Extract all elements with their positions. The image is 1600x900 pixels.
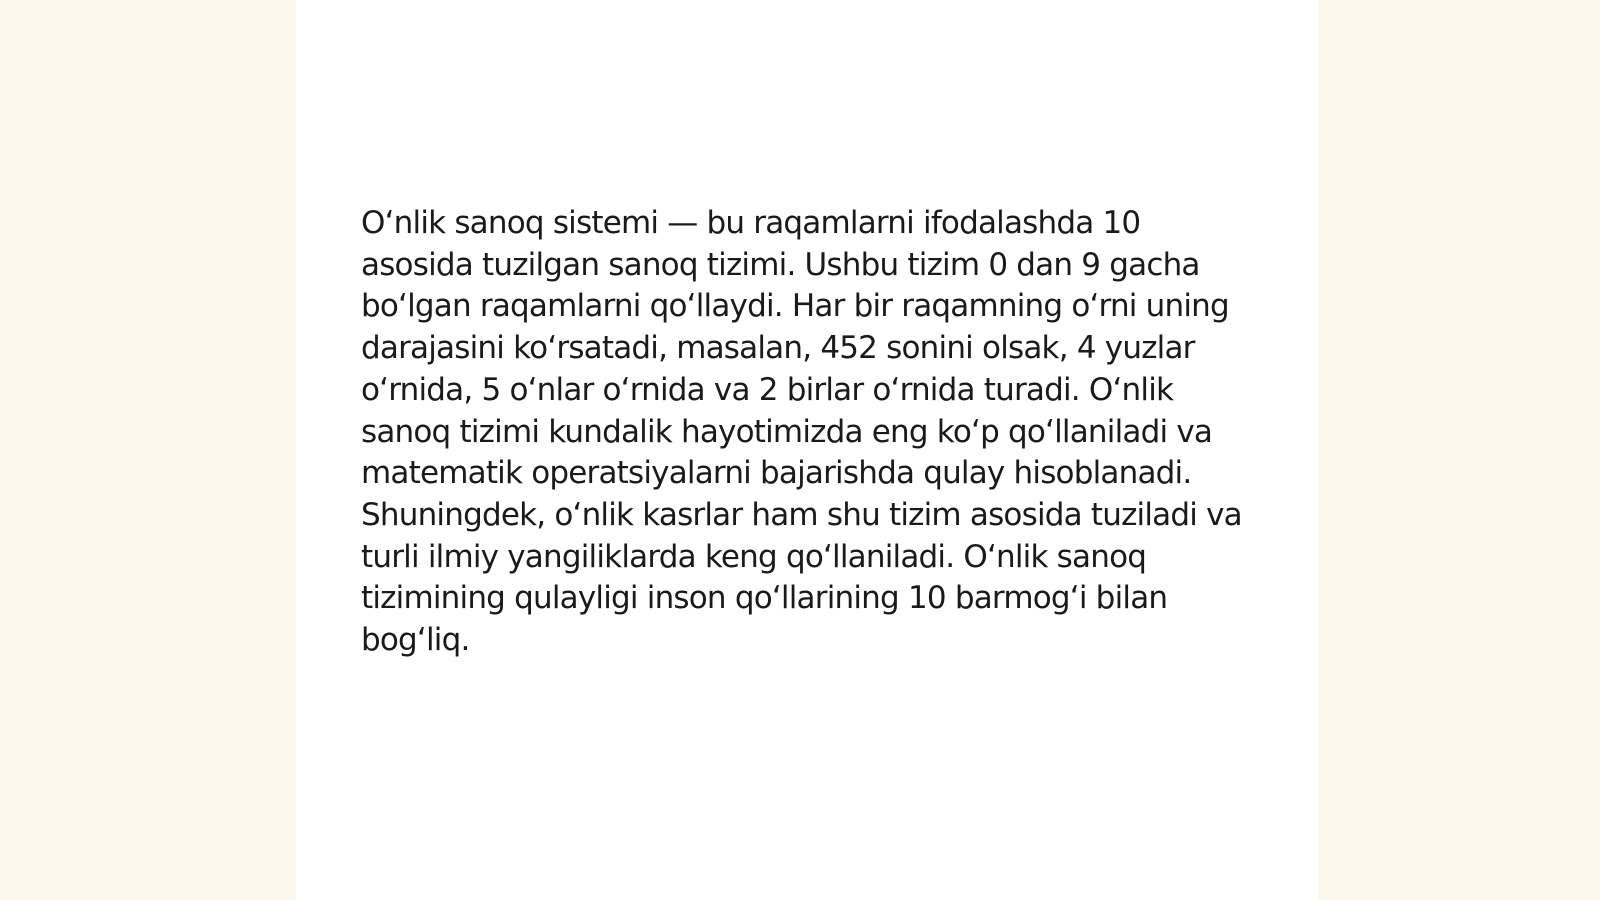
document-page — [296, 0, 1318, 900]
paragraph-text: O‘nlik sanoq sistemi — bu raqamlarni ifodalashda 10 asosida tuzilgan sanoq tizimi. Ushbu tizim 0 dan 9 gacha bo‘lgan raqamlarni qo‘llaydi. Har bir raqamning o‘rni uning darajasini ko‘rsatadi, masalan, 452 sonini olsak, 4 yuzlar o‘rnida, 5 o‘nlar o‘rnida va 2 birlar o‘rnida turadi. O‘nlik sanoq tizimi kundalik hayotimizda eng ko‘p qo‘llaniladi va matematik operatsiyalarni bajarishda qulay hisoblanadi. Shuningdek, o‘nlik kasrlar ham shu tizim asosida tuziladi va turli ilmiy yangiliklarda keng qo‘llaniladi. O‘nlik sanoq tizimining qulayligi inson qo‘llarining 10 barmog‘i bilan bog‘liq. — [361, 205, 1242, 659]
